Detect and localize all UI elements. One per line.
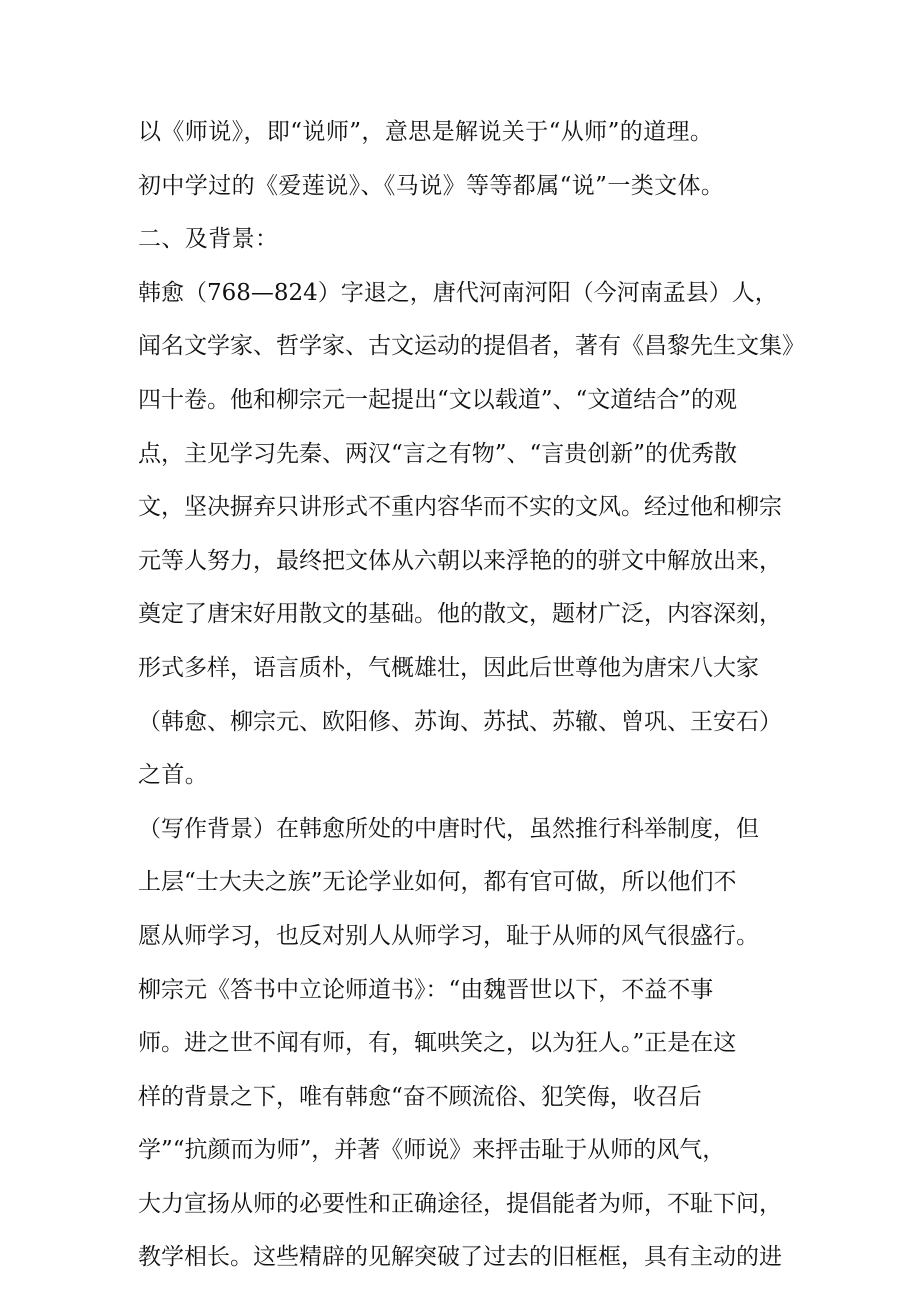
text-line-21: 大力宣扬从师的必要性和正确途径，提倡能者为师，不耻下问， <box>138 1190 782 1217</box>
text-line-11: 形式多样，语言质朴，气概雄壮，因此后世尊他为唐宋八大家 <box>138 654 759 681</box>
text-line-17: 柳宗元《答书中立论师道书》：“由魏晋世以下，不益不事 <box>138 976 714 1003</box>
text-line-8: 文，坚决摒弃只讲形式不重内容华而不实的文风。经过他和柳宗 <box>138 494 782 521</box>
body-text <box>138 106 805 1285</box>
text-line-20: 学”“抗颜而为师”，并著《师说》来抨击耻于从师的风气， <box>138 1137 726 1164</box>
text-line-9: 元等人努力，最终把文体从六朝以来浮艳的的骈文中解放出来， <box>138 547 782 574</box>
text-line-6: 四十卷。他和柳宗元一起提出“文以载道”、“文道结合”的观 <box>138 386 738 413</box>
text-line-13: 之首。 <box>138 762 209 789</box>
text-line-16: 愿从师学习，也反对别人从师学习，耻于从师的风气很盛行。 <box>138 922 759 949</box>
text-line-2: 初中学过的《爱莲说》、《马说》等等都属“说”一类文体。 <box>138 172 725 199</box>
text-line-10: 奠定了唐宋好用散文的基础。他的散文，题材广泛，内容深刻， <box>138 601 782 628</box>
text-line-19: 样的背景之下，唯有韩愈“奋不顾流俗、犯笑侮，收召后 <box>138 1083 702 1110</box>
text-line-18: 师。进之世不闻有师，有，辄哄笑之，以为狂人。”正是在这 <box>138 1030 737 1057</box>
text-line-4: 韩愈（768—824）字退之，唐代河南河阳（今河南孟县）人， <box>138 279 778 306</box>
text-line-7: 点，主见学习先秦、两汉“言之有物”、“言贵创新”的优秀散 <box>138 440 738 467</box>
text-line-1: 以《师说》，即“说师”，意思是解说关于“从师”的道理。 <box>138 119 714 145</box>
text-line-14: （写作背景）在韩愈所处的中唐时代，虽然推行科举制度，但 <box>138 815 759 842</box>
section-heading-background: 二、及背景： <box>138 226 279 253</box>
text-line-22: 教学相长。这些精辟的见解突破了过去的旧框框，具有主动的进 <box>138 1244 782 1271</box>
text-line-5: 闻名文学家、哲学家、古文运动的提倡者，著有《昌黎先生文集》 <box>138 333 805 360</box>
text-line-12: （韩愈、柳宗元、欧阳修、苏询、苏拭、苏辙、曾巩、王安石） <box>138 708 782 735</box>
text-line-15: 上层“士大夫之族”无论学业如何，都有官可做，所以他们不 <box>138 869 737 896</box>
